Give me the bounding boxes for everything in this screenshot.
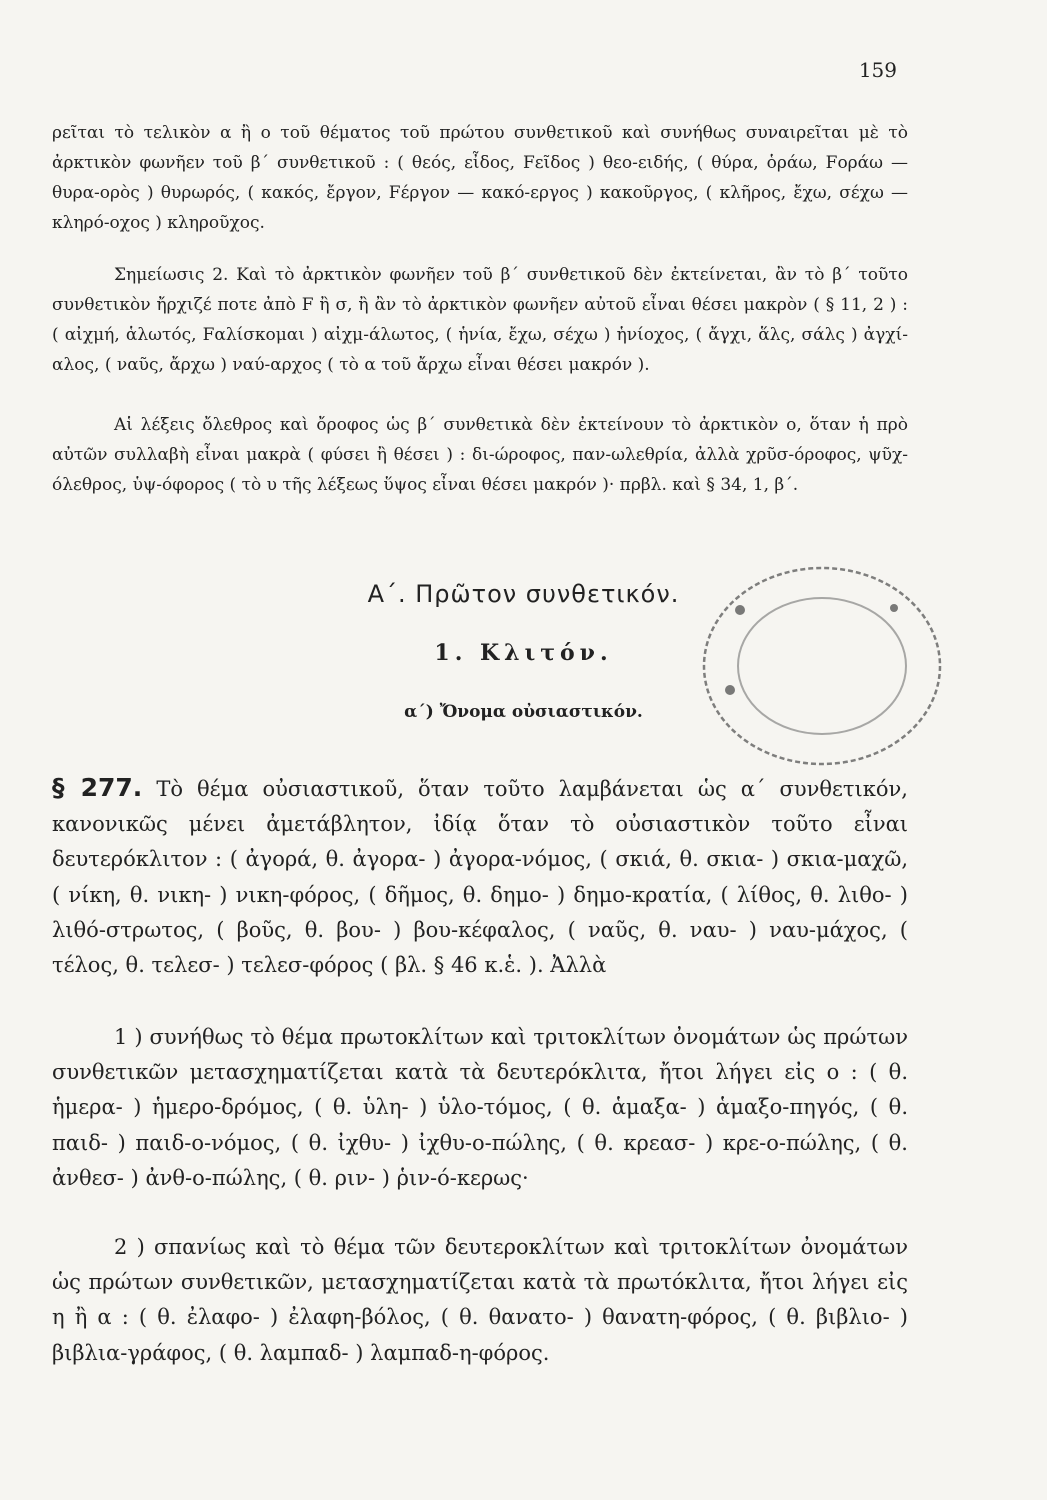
- section-277-paragraph: [52, 770, 908, 983]
- paragraph-olethros-orofos: Αἱ λέξεις ὄλεθρος καὶ ὄροφος ὡς β΄ συνθετικὰ δὲν ἐκτείνουν τὸ ἀρκτικὸν ο, ὅταν ἡ πρὸ αὐτῶν συλλαβὴ εἶναι μακρὰ ( φύσει ἢ θέσει ) : δι-ώροφος, παν-ωλεθρία, ἀλλὰ χρῦσ-όροφος, ψῦχ-όλεθρος, ὑψ-όφορος ( τὸ υ τῆς λέξεως ὕψος εἶναι θέσει μακρόν )· πρβλ. καὶ § 34, 1, β΄.: [52, 415, 908, 495]
- page-number: 159: [858, 58, 897, 82]
- note-2-paragraph: Σημείωσις 2. Καὶ τὸ ἀρκτικὸν φωνῆεν τοῦ β΄ συνθετικοῦ δὲν ἐκτείνεται, ἂν τὸ β΄ τοῦτο συνθετικὸν ἤρχιζέ ποτε ἀπὸ F ἢ σ, ἢ ἂν τὸ ἀρκτικὸν φωνῆεν αὐτοῦ εἶναι θέσει μακρὸν ( § 11, 2 ) : ( αἰχμή, ἁλωτός, Fαλίσκομαι ) αἰχμ-άλωτος, ( ἡνία, ἔχω, σέχω ) ἡνίοχος, ( ἄγχι, ἅλς, σάλς ) ἀγχί-αλος, ( ναῦς, ἄρχω ) ναύ-αρχος ( τὸ α τοῦ ἄρχω εἶναι θέσει μακρόν ).: [52, 265, 908, 375]
- section-number: § 277.: [52, 773, 143, 802]
- heading-inflected: 1. Κλιτόν.: [434, 640, 613, 666]
- heading-noun: α΄) Ὄνομα οὐσιαστικόν.: [404, 702, 643, 722]
- rule-1-paragraph: 1 ) συνήθως τὸ θέμα πρωτοκλίτων καὶ τριτοκλίτων ὀνομάτων ὡς πρώτων συνθετικῶν μετασχηματίζεται κατὰ τὰ δευτερόκλιτα, ἤτοι λήγει εἰς ο : ( θ. ἡμερα- ) ἡμερο-δρόμος, ( θ. ὑλη- ) ὑλο-τόμος, ( θ. ἁμαξα- ) ἁμαξο-πηγός, ( θ. παιδ- ) παιδ-ο-νόμος, ( θ. ἰχθυ- ) ἰχθυ-ο-πώλης, ( θ. κρεασ- ) κρε-ο-πώλης, ( θ. ἀνθεσ- ) ἀνθ-ο-πώλης, ( θ. ριν- ) ῥιν-ό-κερως·: [52, 1025, 908, 1190]
- heading-first-component: Α΄. Πρῶτον συνθετικόν.: [367, 580, 680, 608]
- section-277-text: Τὸ θέμα οὐσιαστικοῦ, ὅταν τοῦτο λαμβάνεται ὡς α΄ συνθετικόν, κανονικῶς μένει ἀμετάβλητον, ἰδίᾳ ὅταν τὸ οὐσιαστικὸν τοῦτο εἶναι δευτερόκλιτον : ( ἀγορά, θ. ἀγορα- ) ἀγορα-νόμος, ( σκιά, θ. σκια- ) σκια-μαχῶ, ( νίκη, θ. νικη- ) νικη-φόρος, ( δῆμος, θ. δημο- ) δημο-κρατία, ( λίθος, θ. λιθο- ) λιθό-στρωτος, ( βοῦς, θ. βου- ) βου-κέφαλος, ( ναῦς, θ. ναυ- ) ναυ-μάχος, ( τέλος, θ. τελεσ- ) τελεσ-φόρος ( βλ. § 46 κ.ἑ. ). Ἀλλὰ: [52, 777, 908, 978]
- paragraph-contraction: ρεῖται τὸ τελικὸν α ἢ ο τοῦ θέματος τοῦ πρώτου συνθετικοῦ καὶ συνήθως συναιρεῖται μὲ τὸ ἀρκτικὸν φωνῆεν τοῦ β΄ συνθετικοῦ : ( θεός, εἶδος, Fεῖδος ) θεο-ειδής, ( θύρα, ὁράω, Fοράω — θυρα-ορὸς ) θυρωρός, ( κακός, ἔργον, Fέργον — κακό-εργος ) κακοῦργος, ( κλῆρος, ἔχω, σέχω — κληρό-οχος ) κληροῦχος.: [52, 123, 908, 233]
- rule-2-paragraph: 2 ) σπανίως καὶ τὸ θέμα τῶν δευτεροκλίτων καὶ τριτοκλίτων ὀνομάτων ὡς πρώτων συνθετικῶν, μετασχηματίζεται κατὰ τὰ πρωτόκλιτα, ἤτοι λήγει εἰς η ἢ α : ( θ. ἐλαφο- ) ἐλαφη-βόλος, ( θ. θανατο- ) θανατη-φόρος, ( θ. βιβλιο- ) βιβλια-γράφος, ( θ. λαμπαδ- ) λαμπαδ-η-φόρος.: [52, 1235, 908, 1365]
